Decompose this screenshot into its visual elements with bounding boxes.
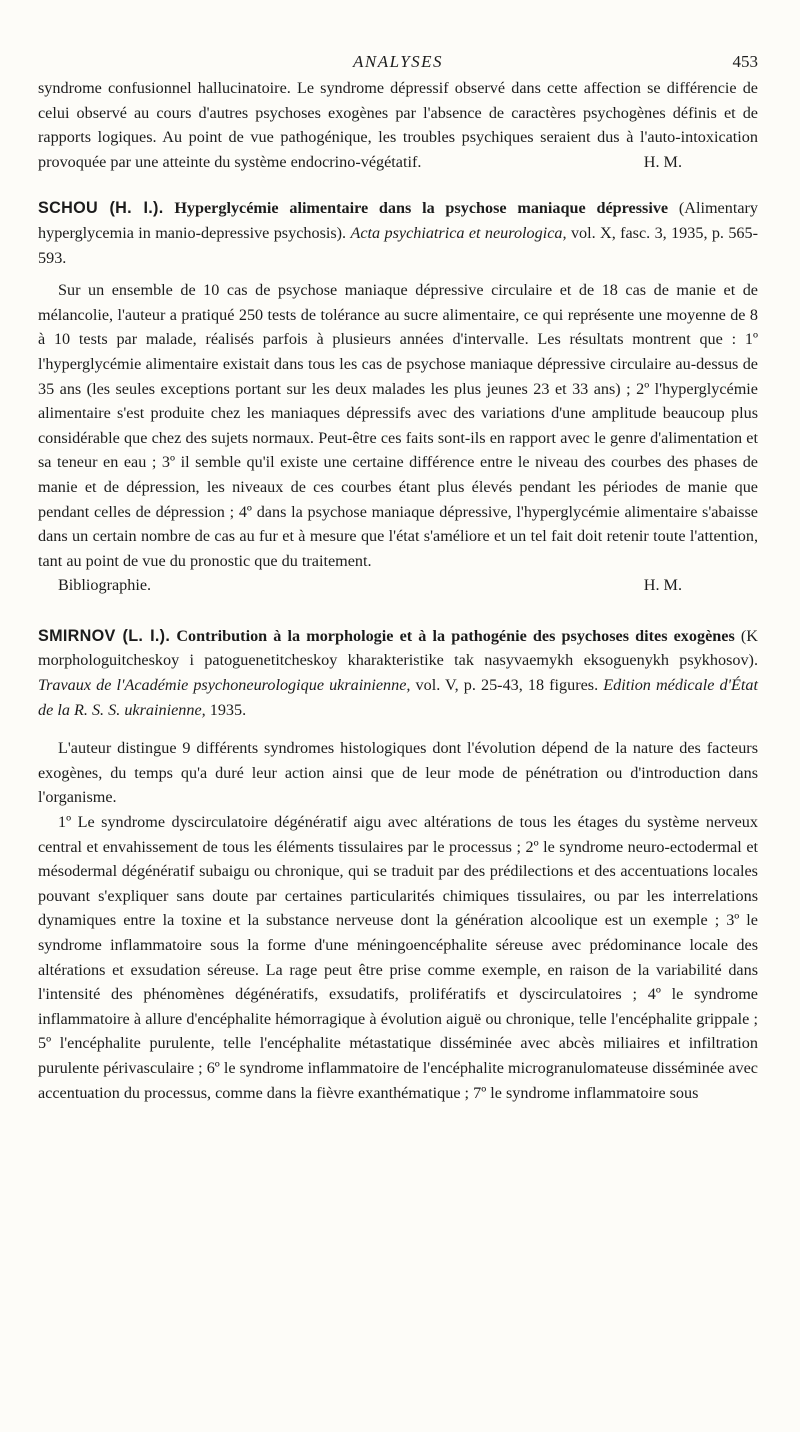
entry1-bibliography: Bibliographie. bbox=[58, 576, 152, 595]
entry2-translit-title: (K morphologuitcheskoy i patoguenetitcheskoy kharakteristike tak nasyvaemykh eksoguenykh psykhosov). bbox=[38, 626, 758, 670]
entry2-journal: Travaux de l'Académie psychoneurologique ukrainienne, bbox=[38, 676, 411, 695]
entry1-journal: Acta psychiatrica et neurologica, bbox=[350, 223, 567, 242]
entry1-english-title: (Alimentary hyperglycemia in manio-depressive psychosis). bbox=[38, 199, 759, 242]
continuation-signature: H. M. bbox=[643, 152, 682, 171]
entry2-heading bbox=[38, 624, 758, 722]
entry2-paragraph-2: 1º Le syndrome dyscirculatoire dégénératif aigu avec altérations de tous les étages du système nerveux central et envahissement de tous les éléments tissulaires par le processus ; 2º le syndrome neuro-ectodermal et mésodermal dégénératif subaigu ou chronique, qui se traduit par des prédilections et des accentuations locales pouvant s'expliquer sans doute par certaines particularités chimiques tissulaires, ou par les interrelations dynamiques entre la toxine et la substance nerveuse dont la génération alcoolique est un exemple ; 3º le syndrome inflammatoire sous la forme d'une méningoencéphalite séreuse avec prédominance locale des altérations et exsudation séreuse. La rage peut être prise comme exemple, en raison de la variabilité dans l'intensité des phénomènes dégénératifs, exsudatifs, prolifératifs et dyscirculatoires ; 4º le syndrome inflammatoire à allure d'encéphalite hémorragique à évolution aiguë ou chronique, telle l'encéphalite grippale ; 5º l'encéphalite purulente, telle l'encéphalite métastatique disséminée avec abcès miliaires et infiltration purulente périvasculaire ; 6º le syndrome inflammatoire de l'encéphalite microgranulomateuse disséminée avec accentuation du processus, comme dans la fièvre exanthématique ; 7º le syndrome inflammatoire sous bbox=[38, 813, 758, 1102]
entry1-heading bbox=[38, 196, 758, 270]
running-head bbox=[38, 52, 758, 76]
entry1-citation: vol. X, fasc. 3, 1935, p. 565-593. bbox=[38, 223, 759, 267]
entry1-author: SCHOU (H. I.). bbox=[38, 199, 164, 218]
entry1-footer bbox=[38, 573, 758, 598]
entry1-title: Hyperglycémie alimentaire dans la psychose maniaque dépressive bbox=[174, 199, 669, 218]
entry2-citation: vol. V, p. 25-43, 18 figures. bbox=[415, 676, 599, 695]
page-number: 453 bbox=[732, 52, 758, 71]
entry2-year: 1935. bbox=[209, 700, 247, 719]
entry2-author: SMIRNOV (L. I.). bbox=[38, 626, 171, 645]
running-title: ANALYSES bbox=[352, 52, 444, 71]
entry1-body: Sur un ensemble de 10 cas de psychose maniaque dépressive circulaire et de 18 cas de manie et de mélancolie, l'auteur a pratiqué 250 tests de tolérance au sucre alimentaire, ce qui représente une moyenne de 8 à 10 tests par malade, réalisés parfois à plusieurs années d'intervalle. Les résultats montrent que : 1º l'hyperglycémie alimentaire existait dans tous les cas de psychose maniaque dépressive circulaire au-dessus de 35 ans (les seules exceptions portant sur les deux malades les plus jeunes 23 et 33 ans) ; 2º l'hyperglycémie alimentaire s'est produite chez les maniaques dépressifs avec des variations d'une amplitude beaucoup plus considérable que chez des sujets normaux. Peut-être ces faits sont-ils en rapport avec le genre d'alimentation et sa teneur en eau ; 3º il semble qu'il existe une certaine différence entre le niveau des courbes des phases de manie et de dépression, les niveaux de ces courbes étant plus élevés pendant les périodes de manie que pendant celles de dépression ; 4º dans la psychose maniaque dépressive, l'hyperglycémie alimentaire s'abaisse dans un certain nombre de cas au fur et à mesure que l'état s'améliore et un tel fait doit retenir toute l'attention, tant au point de vue du pronostic que du traitement. bbox=[38, 281, 758, 570]
entry2-paragraph-1: L'auteur distingue 9 différents syndromes histologiques dont l'évolution dépend de la nature des facteurs exogènes, du temps qu'a duré leur action ainsi que de leur mode de pénétration ou d'introduction dans l'organisme. bbox=[38, 739, 758, 807]
entry1-signature: H. M. bbox=[643, 576, 682, 595]
continuation-paragraph bbox=[38, 76, 758, 174]
entry2-title: Contribution à la morphologie et à la pathogénie des psychoses dites exogènes bbox=[176, 626, 735, 645]
continuation-text: syndrome confusionnel hallucinatoire. Le syndrome dépressif observé dans cette affection se différencie de celui observé au cours d'autres psychoses exogènes par l'absence de caractères psychogènes définis et de rapports logiques. Au point de vue pathogénique, les troubles psychiques seraient dus à l'auto-intoxication provoquée par une atteinte du système endocrino-végétatif. bbox=[38, 79, 758, 171]
entry2-edition: Edition médicale d'État de la R. S. S. ukrainienne, bbox=[38, 676, 758, 719]
page bbox=[38, 52, 758, 1105]
